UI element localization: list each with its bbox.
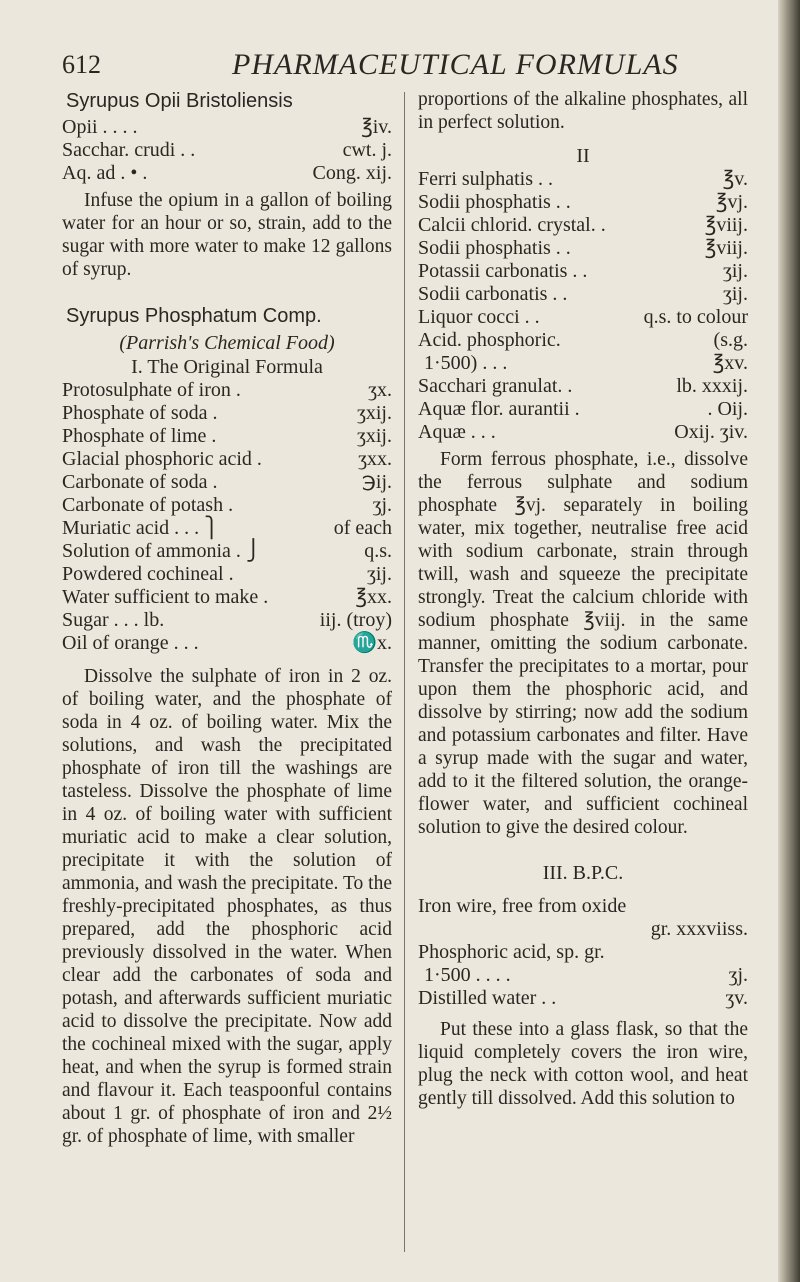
ingredient-qty: ℥viij. [704,237,748,259]
continued-paragraph: proportions of the alkaline phosphates, all in perfect solution. [418,89,748,133]
instruction-paragraph: Infuse the opium in a gallon of boiling water for an hour or so, strain, add to the sugar with more water to make 12 gallons of syrup. [62,190,392,280]
ingredient-list [418,895,748,1010]
ingredient-name: Aquæ . . . [418,421,496,443]
ingredient-qty: . Oij. [707,398,748,420]
ingredient-row [418,987,748,1010]
ingredient-qty: iij. (troy) [319,609,392,631]
ingredient-row [418,918,748,941]
ingredient-list [62,116,392,185]
ingredient-qty: Oxij. ʒiv. [674,421,748,443]
ingredient-name: Aquæ flor. aurantii . [418,398,580,420]
section-title: Syrupus Opii Bristoliensis [66,90,293,112]
ingredient-row [62,448,392,471]
ingredient-name: Phosphate of lime . [62,425,217,447]
ingredient-row [418,352,748,375]
ingredient-name: Solution of ammonia . ⎭ [62,540,261,562]
page-edge-shadow [778,0,800,1282]
ingredient-name: Sodii phosphatis . . [418,191,571,213]
ingredient-qty: Cong. xij. [312,162,392,184]
left-column [62,88,392,1148]
ingredient-name: Glacial phosphoric acid . [62,448,262,470]
ingredient-name: Potassii carbonatis . . [418,260,588,282]
ingredient-row [418,398,748,421]
ingredient-name: Iron wire, free from oxide [418,895,627,917]
ingredient-row [62,402,392,425]
ingredient-name: Acid. phosphoric. [418,329,561,351]
ingredient-row [418,941,748,964]
instruction-paragraph: Form ferrous phosphate, i.e., dissolve the ferrous sulphate and sodium phosphate ℥vj. separately in boiling water, mix together, neutralise free acid with sodium carbonate, strain through twill, wash and squeeze the precipitate strongly. Treat the calcium chloride with sodium phosphate ℥viij. in the same manner, omitting the sodium carbonate. Transfer the precipitates to a mortar, pour upon them the phosphoric acid, and dissolve by stirring; now add the sodium and potassium carbonates and filter. Have a syrup made with the sugar and water, add to it the filtered solution, the orange-flower water, and sufficient cochineal solution to give the desired colour. [418,449,748,838]
ingredient-name: Powdered cochineal . [62,563,234,585]
ingredient-row [62,162,392,185]
ingredient-row [62,425,392,448]
ingredient-name: Ferri sulphatis . . [418,168,553,190]
ingredient-qty: of each [333,517,392,539]
ingredient-row [62,471,392,494]
ingredient-qty: ʒxij. [357,402,392,424]
ingredient-list [418,168,748,444]
ingredient-qty: ℥v. [722,168,748,190]
ingredient-row [418,237,748,260]
ingredient-name: Carbonate of potash . [62,494,234,516]
ingredient-name [418,918,651,941]
ingredient-row [418,375,748,398]
ingredient-name: Oil of orange . . . [62,632,199,654]
ingredient-qty: gr. xxxviiss. [650,918,748,940]
ingredient-row [418,329,748,352]
right-column [418,88,748,1110]
page-header [62,48,752,88]
ingredient-row [418,964,748,987]
subsection-heading: I. The Original Formula [131,356,323,378]
ingredient-name: Sodii carbonatis . . [418,283,568,305]
ingredient-row [62,632,392,655]
ingredient-qty: ʒv. [725,987,748,1009]
ingredient-qty: q.s. [364,540,392,562]
ingredient-row [62,586,392,609]
ingredient-row [62,517,392,540]
ingredient-qty: ʒxx. [358,448,392,470]
ingredient-name: Sodii phosphatis . . [418,237,571,259]
ingredient-name: Protosulphate of iron . [62,379,241,401]
ingredient-row [418,168,748,191]
ingredient-qty: ♏x. [352,632,392,654]
ingredient-name: 1·500) . . . [424,352,508,374]
ingredient-qty: ʒij. [723,260,748,282]
ingredient-qty: ℥xv. [712,352,748,374]
ingredient-qty: (s.g. [713,329,748,351]
ingredient-qty: ʒij. [723,283,748,305]
ingredient-row [418,214,748,237]
ingredient-name: Sacchari granulat. . [418,375,573,397]
ingredient-row [418,260,748,283]
ingredient-qty: ℥iv. [361,116,392,138]
ingredient-qty: lb. xxxij. [676,375,748,397]
ingredient-name: Aq. ad . • . [62,162,148,184]
instruction-paragraph: Put these into a glass flask, so that the liquid completely covers the iron wire, plug the neck with cotton wool, and heat gently till dissolved. Add this solution to [418,1019,748,1109]
ingredient-name: Phosphate of soda . [62,402,218,424]
ingredient-row [418,421,748,444]
ingredient-row [62,379,392,402]
ingredient-row [418,191,748,214]
ingredient-name: Water sufficient to make . [62,586,269,608]
ingredient-row [418,895,748,918]
subsection-heading: II [576,145,590,167]
ingredient-row [62,609,392,632]
ingredient-name: Carbonate of soda . [62,471,218,493]
ingredient-qty: ʒx. [368,379,392,401]
ingredient-name: Opii . . . . [62,116,138,138]
page-number: 612 [62,50,101,79]
ingredient-row [62,563,392,586]
ingredient-qty: q.s. to colour [643,306,748,328]
ingredient-row [418,283,748,306]
ingredient-qty: ℥vj. [715,191,748,213]
ingredient-row [62,540,392,563]
ingredient-qty: ʒj. [372,494,392,516]
section-title: Syrupus Phosphatum Comp. [66,305,322,327]
ingredient-name: Sugar . . . lb. [62,609,165,631]
ingredient-qty: ℈ij. [361,471,392,493]
ingredient-row [418,306,748,329]
subsection-heading: III. B.P.C. [542,862,624,884]
ingredient-qty: ℥viij. [704,214,748,236]
running-title: PHARMACEUTICAL FORMULAS [232,48,679,81]
ingredient-qty: ʒij. [367,563,392,585]
ingredient-row [62,139,392,162]
ingredient-qty: ʒxij. [357,425,392,447]
ingredient-qty: ʒj. [728,964,748,986]
section-subtitle: (Parrish's Chemical Food) [119,332,335,354]
ingredient-qty: cwt. j. [342,139,392,161]
ingredient-name: Phosphoric acid, sp. gr. [418,941,605,963]
ingredient-name: Muriatic acid . . . ⎫ [62,517,220,539]
ingredient-name: 1·500 . . . . [424,964,511,986]
instruction-paragraph: Dissolve the sulphate of iron in 2 oz. of boiling water, and the phosphate of soda in 4 oz. of boiling water. Mix the solutions, and wash the precipitated phosphate of iron till the washings are tasteless. Dissolve the phosphate of lime in 4 oz. of boiling water with sufficient muriatic acid to make a clear solution, precipitate it with the solution of ammonia, and wash the precipitate. To the freshly-precipitated phosphates, as thus prepared, add the phosphoric acid previously dissolved in the water. When clear add the carbonates of soda and potash, and afterwards sufficient muriatic acid to dissolve the precipitate. Now add the cochineal mixed with the sugar, apply heat, and when the syrup is formed strain and flavour it. Each teaspoonful contains about 1 gr. of phosphate of iron and 2½ gr. of phosphate of lime, with smaller [62,666,392,1147]
ingredient-name: Liquor cocci . . [418,306,540,328]
column-divider [404,92,405,1252]
ingredient-list [62,379,392,655]
ingredient-row [62,116,392,139]
ingredient-qty: ℥xx. [355,586,392,608]
ingredient-row [62,494,392,517]
ingredient-name: Calcii chlorid. crystal. . [418,214,606,236]
ingredient-name: Sacchar. crudi . . [62,139,196,161]
ingredient-name: Distilled water . . [418,987,557,1009]
